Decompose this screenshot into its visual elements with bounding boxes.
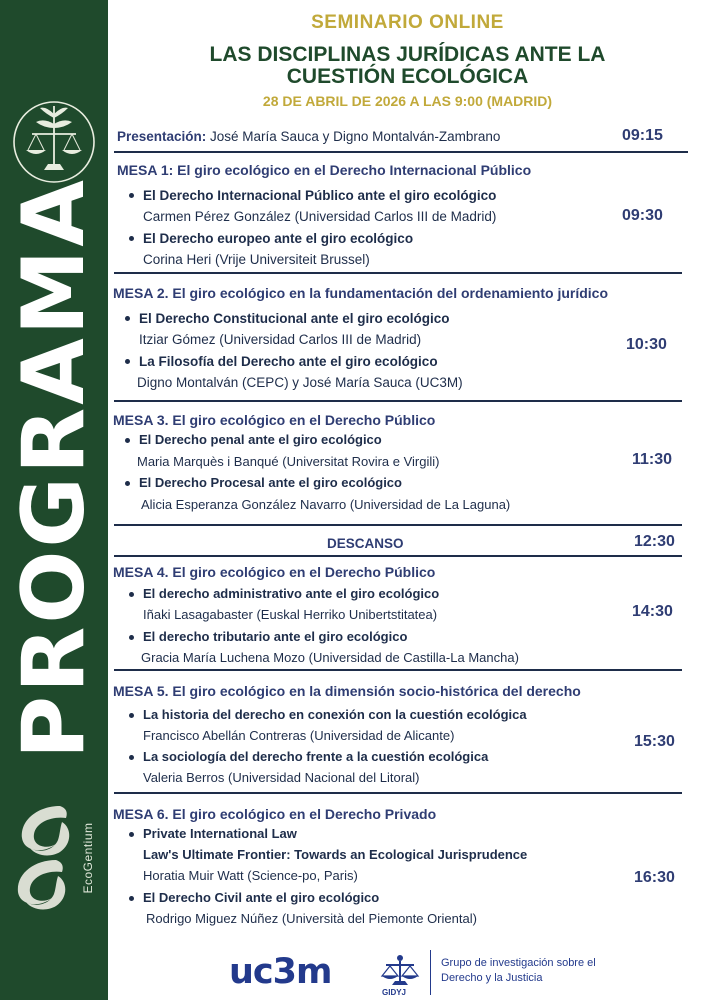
event-date: 28 DE ABRIL DE 2026 A LAS 9:00 (MADRID) xyxy=(262,93,553,109)
bullet-icon xyxy=(129,635,134,640)
research-group-line-1: Grupo de investigación sobre el xyxy=(441,957,596,969)
talk-title: El Derecho Civil ante el giro ecológico xyxy=(143,890,380,905)
time-mesa-3: 11:30 xyxy=(632,451,673,468)
divider xyxy=(114,400,682,402)
time-mesa-4: 14:30 xyxy=(632,603,673,620)
talk-title: La historia del derecho en conexión con la cuestión ecológica xyxy=(143,707,527,722)
mesa-1-title: MESA 1: El giro ecológico en el Derecho Internacional Público xyxy=(117,162,532,178)
bullet-icon xyxy=(125,438,130,443)
talk-speaker: Itziar Gómez (Universidad Carlos III de Madrid) xyxy=(139,332,422,347)
talk-title: El Derecho Constitucional ante el giro ecológico xyxy=(139,311,450,326)
talk-title: El Derecho Procesal ante el giro ecológico xyxy=(139,475,402,490)
bullet-icon xyxy=(129,896,134,901)
mesa-4-title: MESA 4. El giro ecológico en el Derecho Público xyxy=(113,564,436,580)
talk-speaker: Alicia Esperanza González Navarro (Universidad de La Laguna) xyxy=(141,497,511,512)
research-group-line-2: Derecho y la Justicia xyxy=(441,972,543,984)
bullet-icon xyxy=(129,592,134,597)
talk-speaker: Francisco Abellán Contreras (Universidad de Alicante) xyxy=(143,728,455,743)
talk-speaker: Corina Heri (Vrije Universiteit Brussel) xyxy=(143,252,370,267)
talk-title: La sociología del derecho frente a la cuestión ecológica xyxy=(143,749,489,764)
uc3m-logo: uc3m xyxy=(229,952,332,992)
time-descanso: 12:30 xyxy=(634,533,675,550)
ecogentium-brand-text: EcoGentium xyxy=(81,822,95,894)
mesa-6-title: MESA 6. El giro ecológico en el Derecho Privado xyxy=(113,806,437,822)
footer-divider xyxy=(430,950,431,995)
bullet-icon xyxy=(125,481,130,486)
talk-speaker: Rodrigo Miguez Núñez (Università del Piemonte Oriental) xyxy=(146,911,477,926)
talk-title: Private International Law xyxy=(143,826,297,841)
talk-title: El Derecho Internacional Público ante el giro ecológico xyxy=(143,188,497,203)
talk-title: La Filosofía del Derecho ante el giro ecológico xyxy=(139,354,438,369)
talk-title: El derecho tributario ante el giro ecológico xyxy=(143,629,408,644)
time-presentacion: 09:15 xyxy=(622,127,663,144)
talk-speaker: Gracia María Luchena Mozo (Universidad de Castilla-La Mancha) xyxy=(141,650,519,665)
scales-of-justice-logo-icon xyxy=(6,92,102,188)
bullet-icon xyxy=(129,713,134,718)
talk-speaker: Maria Marquès i Banqué (Universitat Rovira e Virgili) xyxy=(137,454,440,469)
presentacion-label: Presentación: xyxy=(117,129,207,144)
talk-title: El Derecho penal ante el giro ecológico xyxy=(139,432,382,447)
presentacion-speakers: José María Sauca y Digno Montalván-Zambrano xyxy=(206,129,501,144)
divider xyxy=(114,792,682,794)
sidebar xyxy=(0,0,108,1000)
title-line-1: LAS DISCIPLINAS JURÍDICAS ANTE LA xyxy=(209,43,606,66)
time-mesa-2: 10:30 xyxy=(626,336,667,353)
bullet-icon xyxy=(125,359,130,364)
title-line-2: CUESTIÓN ECOLÓGICA xyxy=(286,65,529,88)
time-mesa-1: 09:30 xyxy=(622,207,663,224)
divider xyxy=(114,555,682,557)
talk-title: El Derecho europeo ante el giro ecológico xyxy=(143,231,414,246)
bullet-icon xyxy=(125,316,130,321)
bullet-icon xyxy=(129,236,134,241)
descanso-label: DESCANSO xyxy=(327,536,404,551)
divider xyxy=(114,524,682,526)
talk-speaker: Horatia Muir Watt (Science-po, Paris) xyxy=(143,868,358,883)
time-mesa-6: 16:30 xyxy=(634,869,675,886)
talk-speaker: Iñaki Lasagabaster (Euskal Herriko Unibertstitatea) xyxy=(143,607,438,622)
ecogentium-logo-icon xyxy=(10,800,80,912)
mesa-5-title: MESA 5. El giro ecológico en la dimensión socio-histórica del derecho xyxy=(113,683,581,699)
mesa-2-title: MESA 2. El giro ecológico en la fundamentación del ordenamiento jurídico xyxy=(113,285,608,301)
research-group-name xyxy=(441,956,596,986)
page-title xyxy=(108,44,707,88)
seminar-kicker: SEMINARIO ONLINE xyxy=(311,12,504,33)
divider xyxy=(114,151,688,153)
talk-subtitle: Law's Ultimate Frontier: Towards an Ecological Jurisprudence xyxy=(143,847,528,862)
divider xyxy=(114,669,682,671)
programa-title: PROGRAMA xyxy=(4,177,104,759)
divider xyxy=(114,272,682,274)
bullet-icon xyxy=(129,832,134,837)
bullet-icon xyxy=(129,193,134,198)
mesa-3-title: MESA 3. El giro ecológico en el Derecho Público xyxy=(113,412,436,428)
talk-title: El derecho administrativo ante el giro ecológico xyxy=(143,586,440,601)
talk-speaker: Digno Montalván (CEPC) y José María Sauca (UC3M) xyxy=(137,375,463,390)
time-mesa-5: 15:30 xyxy=(634,733,675,750)
presentacion-row xyxy=(117,128,500,146)
talk-speaker: Carmen Pérez González (Universidad Carlos III de Madrid) xyxy=(143,209,497,224)
talk-speaker: Valeria Berros (Universidad Nacional del Litoral) xyxy=(143,770,420,785)
gidyj-label: GIDYJ xyxy=(382,988,407,997)
bullet-icon xyxy=(129,755,134,760)
